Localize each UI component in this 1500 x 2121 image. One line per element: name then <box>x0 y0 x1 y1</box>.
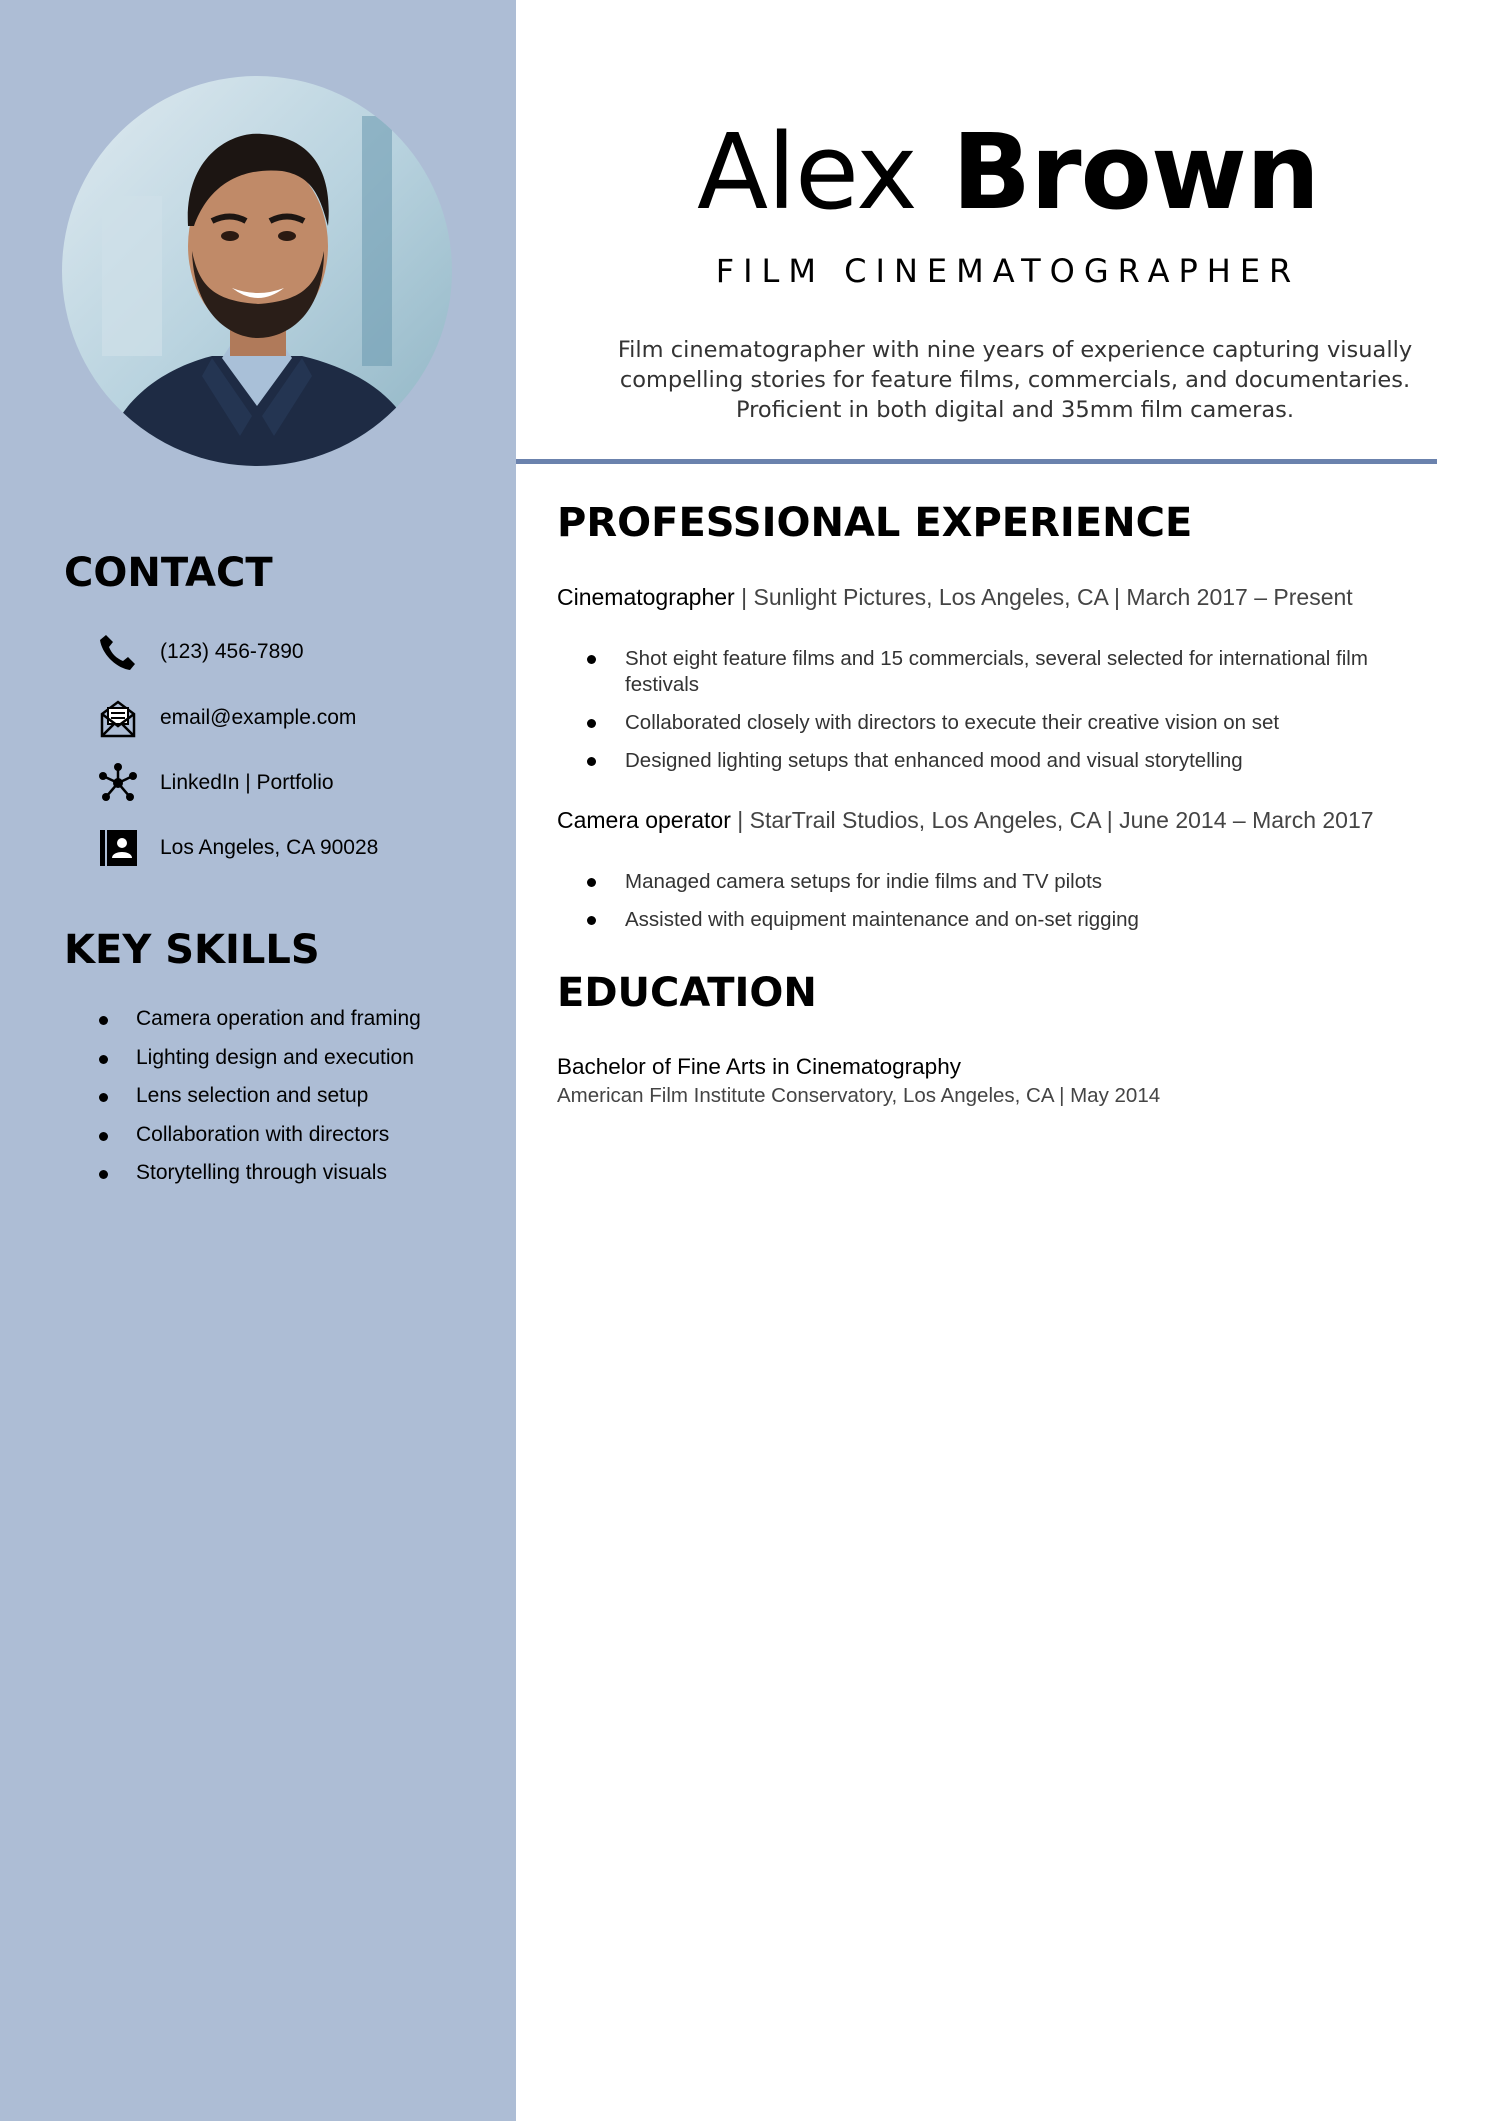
contact-phone <box>96 629 304 675</box>
degree: Bachelor of Fine Arts in Cinematography <box>557 1054 961 1079</box>
education-heading: EDUCATION <box>557 970 817 1016</box>
job-title: Camera operator <box>557 807 731 833</box>
list-item: Storytelling through visuals <box>96 1154 421 1193</box>
contact-email <box>96 695 356 741</box>
contact-links <box>96 760 334 806</box>
contact-phone-text: (123) 456-7890 <box>160 640 304 663</box>
divider <box>516 459 1437 464</box>
summary: Film cinematographer with nine years of experience capturing visually compelling stories for feature films, commercials, and documentaries. Proficient in both digital and 35mm film cameras. <box>617 337 1413 423</box>
job-bullets <box>582 869 1422 945</box>
job-role: FILM CINEMATOGRAPHER <box>715 252 1301 290</box>
network-icon <box>96 761 140 805</box>
list-item: Assisted with equipment maintenance and on-set rigging <box>582 907 1422 933</box>
contact-address <box>96 825 378 871</box>
contact-heading: CONTACT <box>64 550 273 596</box>
experience-heading: PROFESSIONAL EXPERIENCE <box>557 500 1193 546</box>
contact-address-text: Los Angeles, CA 90028 <box>160 836 379 859</box>
job-details: | Sunlight Pictures, Los Angeles, CA | March 2017 – Present <box>734 584 1353 610</box>
skills-heading: KEY SKILLS <box>64 927 320 973</box>
job-header <box>557 807 1374 834</box>
list-item: Collaboration with directors <box>96 1116 421 1155</box>
email-icon <box>96 696 140 740</box>
first-name: Alex <box>696 111 917 233</box>
last-name: Brown <box>951 111 1320 233</box>
contact-email-text: email@example.com <box>160 706 357 729</box>
list-item: Managed camera setups for indie films and TV pilots <box>582 869 1422 895</box>
name-heading <box>516 112 1500 232</box>
phone-icon <box>96 630 140 674</box>
list-item: Collaborated closely with directors to execute their creative vision on set <box>582 710 1422 736</box>
list-item: Lens selection and setup <box>96 1077 421 1116</box>
job-title: Cinematographer <box>557 584 735 610</box>
profile-photo <box>62 76 452 466</box>
list-item: Designed lighting setups that enhanced mood and visual storytelling <box>582 748 1422 774</box>
skills-list <box>96 1000 421 1193</box>
contact-links-text: LinkedIn | Portfolio <box>160 771 334 794</box>
list-item: Shot eight feature films and 15 commercials, several selected for international film festivals <box>582 646 1422 698</box>
list-item: Lighting design and execution <box>96 1039 421 1078</box>
list-item: Camera operation and framing <box>96 1000 421 1039</box>
job-bullets <box>582 646 1422 786</box>
job-header <box>557 584 1353 611</box>
address-book-icon <box>96 826 140 870</box>
school: American Film Institute Conservatory, Los Angeles, CA | May 2014 <box>557 1084 1161 1107</box>
job-details: | StarTrail Studios, Los Angeles, CA | June 2014 – March 2017 <box>730 807 1374 833</box>
